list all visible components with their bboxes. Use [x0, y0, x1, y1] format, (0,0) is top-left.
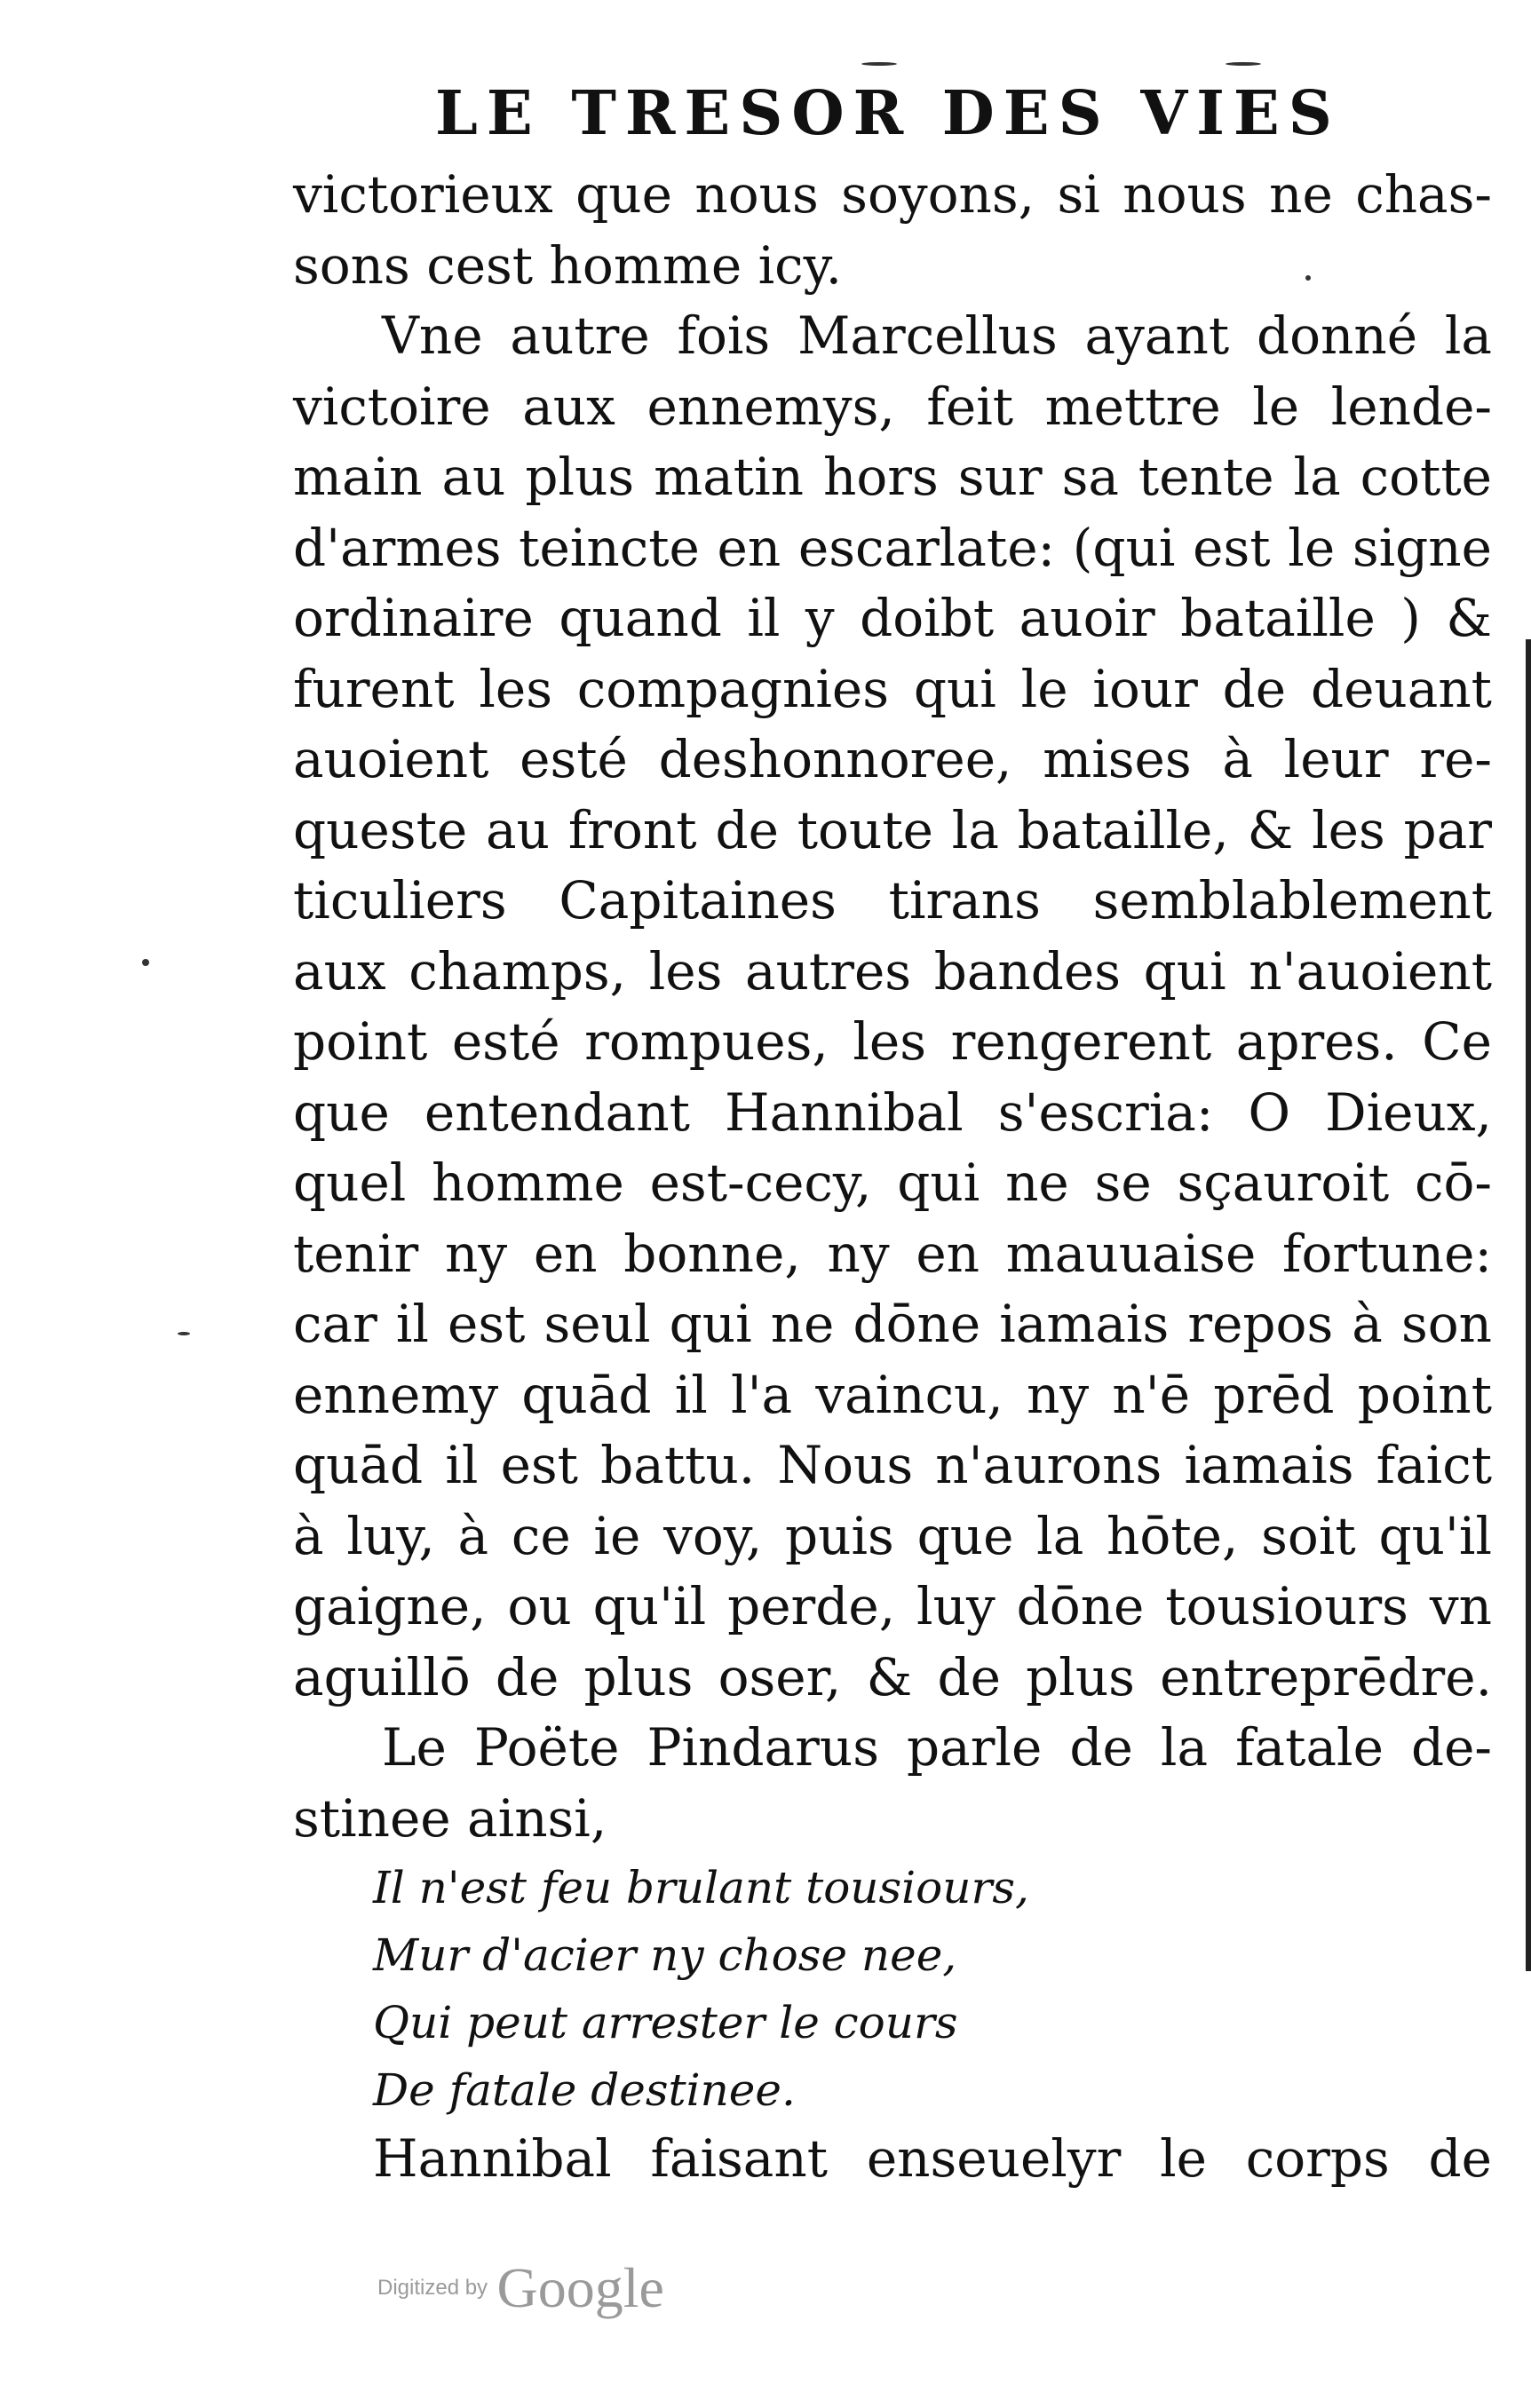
watermark-prefix: Digitized by	[377, 2276, 488, 2300]
text-block	[293, 160, 1492, 2195]
prose-line: quād il est battu. Nous n'aurons iamais faict	[293, 1435, 1492, 1495]
prose-line: ticuliers Capitaines tirans semblablement	[293, 870, 1492, 931]
prose-line: à luy, à ce ie voy, puis que la hōte, soit qu'il	[293, 1505, 1492, 1566]
verse-line: Mur d'acier ny chose nee,	[373, 1929, 957, 1981]
verse-line: Il n'est feu brulant tousiours,	[373, 1862, 1029, 1913]
ink-speck	[142, 959, 149, 966]
prose-line: aguillō de plus oser, & de plus entreprēdre.	[293, 1646, 1492, 1707]
prose-line: gaigne, ou qu'il perde, luy dōne tousiours vn	[293, 1576, 1492, 1636]
paragraph-start-line: Le Poëte Pindarus parle de la fatale de-	[382, 1717, 1492, 1778]
prose-line: victoire aux ennemys, feit mettre le lende-	[293, 376, 1492, 437]
prose-line: quel homme est-cecy, qui ne se sçauroit cō-	[293, 1153, 1492, 1213]
ink-speck	[1226, 62, 1261, 66]
prose-line: stinee ainsi,	[293, 1787, 607, 1849]
running-header: LE TRESOR DES VIES	[435, 78, 1341, 149]
ink-speck	[1305, 275, 1311, 281]
page-edge-shadow	[1526, 639, 1531, 1971]
digitized-watermark	[377, 2255, 664, 2321]
closing-line: Hannibal faisant enseuelyr le corps de	[373, 2128, 1492, 2189]
ink-speck	[861, 62, 897, 66]
prose-line: main au plus matin hors sur sa tente la cotte	[293, 447, 1492, 507]
prose-line: point esté rompues, les rengerent apres. Ce	[293, 1011, 1492, 1072]
prose-line: que entendant Hannibal s'escria: O Dieux,	[293, 1081, 1492, 1143]
prose-line: queste au front de toute la bataille, & les par	[293, 799, 1492, 860]
prose-line: furent les compagnies qui le iour de deuant	[293, 658, 1492, 719]
google-logo-text: Google	[496, 2256, 664, 2319]
prose-line: victorieux que nous soyons, si nous ne chas-	[293, 164, 1492, 225]
paragraph-start-line: Vne autre fois Marcellus ayant donné la	[382, 305, 1492, 366]
prose-line: ennemy quād il l'a vaincu, ny n'ē prēd point	[293, 1364, 1492, 1425]
prose-line: ordinaire quand il y doibt auoir bataille ) &	[293, 588, 1492, 648]
prose-line: d'armes teincte en escarlate: (qui est le signe	[293, 517, 1492, 578]
ink-speck	[178, 1332, 190, 1335]
prose-line: sons cest homme icy.	[293, 234, 843, 296]
prose-line: car il est seul qui ne dōne iamais repos à son	[293, 1294, 1492, 1354]
verse-line: Qui peut arrester le cours	[373, 1997, 958, 2048]
verse-quotation	[373, 1854, 1492, 2124]
prose-line: auoient esté deshonnoree, mises à leur re-	[293, 729, 1492, 789]
prose-line: tenir ny en bonne, ny en mauuaise fortune:	[293, 1223, 1492, 1284]
verse-line: De fatale destinee.	[373, 2064, 796, 2116]
prose-line: aux champs, les autres bandes qui n'auoient	[293, 940, 1492, 1002]
